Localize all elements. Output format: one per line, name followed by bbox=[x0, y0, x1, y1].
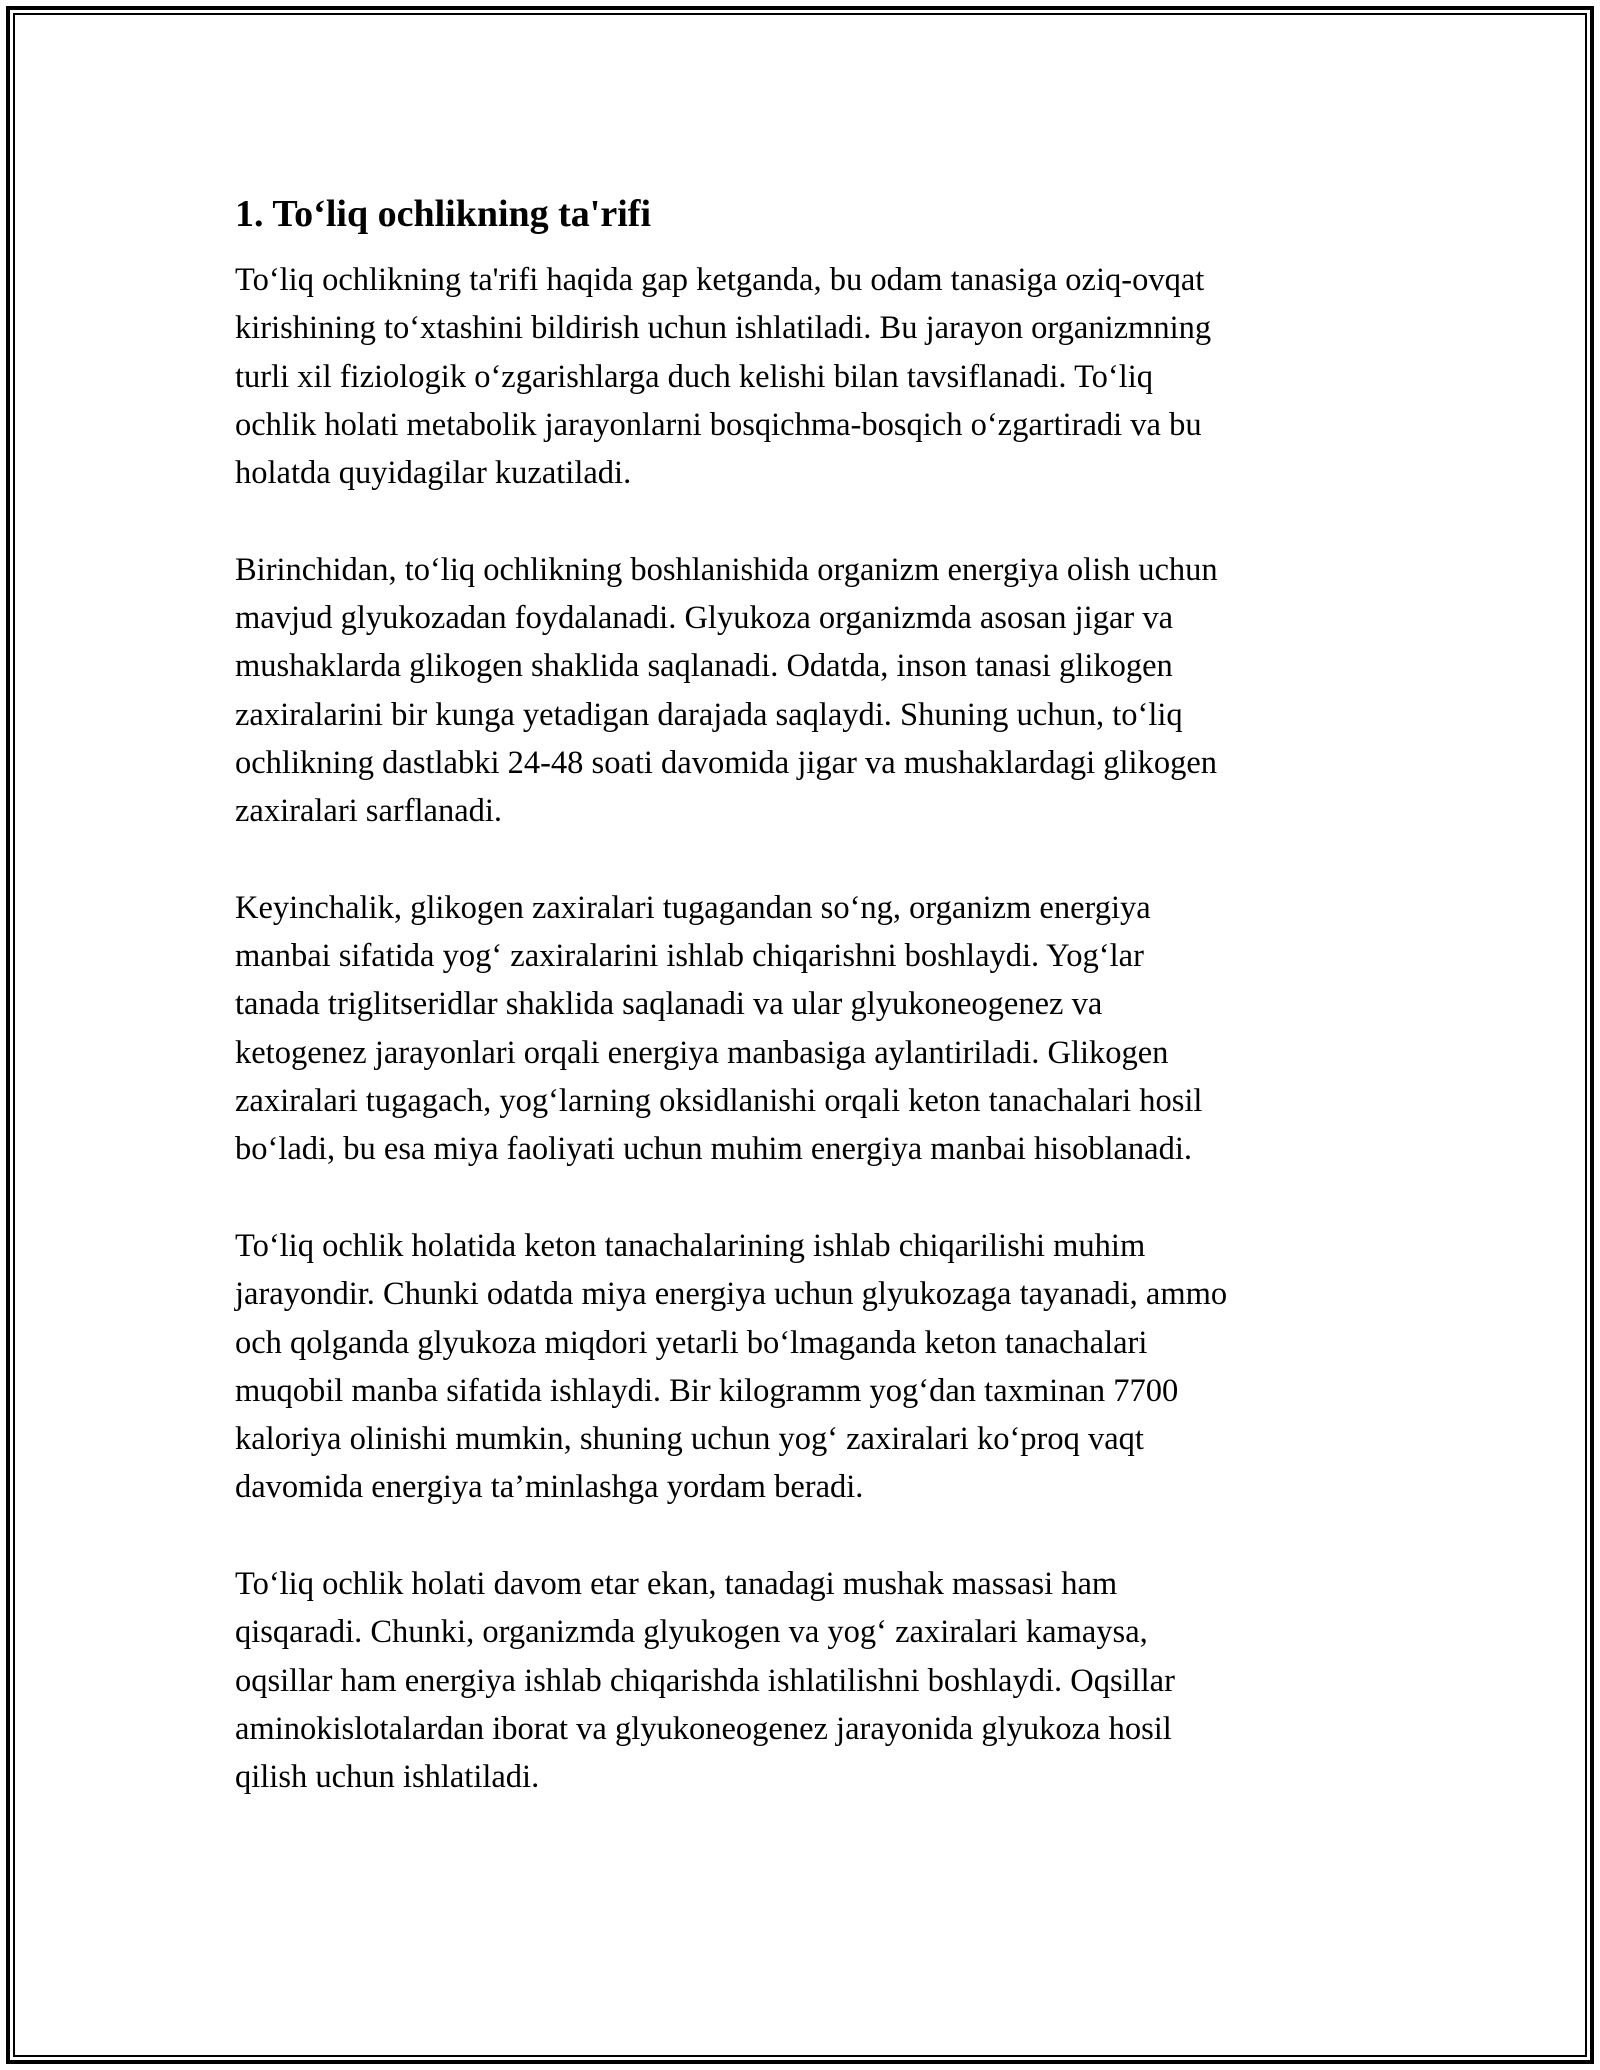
text-line: qisqaradi. Chunki, organizmda glyukogen va yog‘ zaxiralari kamaysa, bbox=[235, 1614, 1148, 1651]
text-line: To‘liq ochlik holatida keton tanachalarining ishlab chiqarilishi muhim bbox=[235, 1227, 1146, 1264]
text-line: oqsillar ham energiya ishlab chiqarishda ishlatilishni boshlaydi. Oqsillar bbox=[235, 1662, 1175, 1699]
text-line: ochlikning dastlabki 24-48 soati davomida jigar va mushaklardagi glikogen bbox=[235, 744, 1218, 781]
text-line: holatda quyidagilar kuzatiladi. bbox=[235, 455, 632, 492]
text-line: To‘liq ochlik holati davom etar ekan, tanadagi mushak massasi ham bbox=[235, 1566, 1118, 1603]
text-line: och qolganda glyukoza miqdori yetarli bo‘lmaganda keton tanachalari bbox=[235, 1324, 1148, 1361]
text-line: manbai sifatida yog‘ zaxiralarini ishlab chiqarishni boshlaydi. Yog‘lar bbox=[235, 938, 1144, 975]
text-line: kaloriya olinishi mumkin, shuning uchun yog‘ zaxiralari ko‘proq vaqt bbox=[235, 1421, 1144, 1458]
text-line: kirishining to‘xtashini bildirish uchun ishlatiladi. Bu jarayon organizmning bbox=[235, 310, 1212, 347]
document-body bbox=[235, 186, 1365, 1850]
text-line: davomida energiya ta’minlashga yordam beradi. bbox=[235, 1469, 864, 1506]
section-heading: 1. To‘liq ochlikning ta'rifi bbox=[235, 193, 651, 235]
text-line: mushaklarda glikogen shaklida saqlanadi. Odatda, inson tanasi glikogen bbox=[235, 648, 1173, 685]
paragraph-ketone-bodies bbox=[235, 1222, 1365, 1512]
text-line: aminokislotalardan iborat va glyukoneogenez jarayonida glyukoza hosil bbox=[235, 1710, 1172, 1747]
text-line: To‘liq ochlikning ta'rifi haqida gap ketganda, bu odam tanasiga oziq-ovqat bbox=[235, 262, 1205, 298]
paragraph-muscle-mass bbox=[235, 1560, 1365, 1801]
text-line: turli xil fiziologik o‘zgarishlarga duch kelishi bilan tavsiflanadi. To‘liq bbox=[235, 358, 1154, 395]
paragraph-definition bbox=[235, 256, 1365, 497]
paragraph-glycogen bbox=[235, 546, 1365, 836]
text-line: qilish uchun ishlatiladi. bbox=[235, 1759, 540, 1796]
text-line: zaxiralari tugagach, yog‘larning oksidlanishi orqali keton tanachalari hosil bbox=[235, 1083, 1203, 1120]
text-line: zaxiralari sarflanadi. bbox=[235, 793, 503, 830]
text-line: tanada triglitseridlar shaklida saqlanadi va ular glyukoneogenez va bbox=[235, 986, 1103, 1023]
text-line: bo‘ladi, bu esa miya faoliyati uchun muhim energiya manbai hisoblanadi. bbox=[235, 1131, 1193, 1168]
text-line: ochlik holati metabolik jarayonlarni bosqichma-bosqich o‘zgartiradi va bu bbox=[235, 406, 1202, 443]
text-line: mavjud glyukozadan foydalanadi. Glyukoza organizmda asosan jigar va bbox=[235, 600, 1173, 637]
text-line: Birinchidan, to‘liq ochlikning boshlanishida organizm energiya olish uchun bbox=[235, 551, 1218, 588]
text-line: ketogenez jarayonlari orqali energiya manbasiga aylantiriladi. Glikogen bbox=[235, 1034, 1169, 1071]
paragraph-fat-reserves bbox=[235, 884, 1365, 1174]
text-line: Keyinchalik, glikogen zaxiralari tugagandan so‘ng, organizm energiya bbox=[235, 889, 1151, 926]
text-line: jarayondir. Chunki odatda miya energiya uchun glyukozaga tayanadi, ammo bbox=[235, 1276, 1228, 1313]
text-line: zaxiralarini bir kunga yetadigan darajada saqlaydi. Shuning uchun, to‘liq bbox=[235, 696, 1183, 733]
text-line: muqobil manba sifatida ishlaydi. Bir kilogramm yog‘dan taxminan 7700 bbox=[235, 1372, 1179, 1409]
